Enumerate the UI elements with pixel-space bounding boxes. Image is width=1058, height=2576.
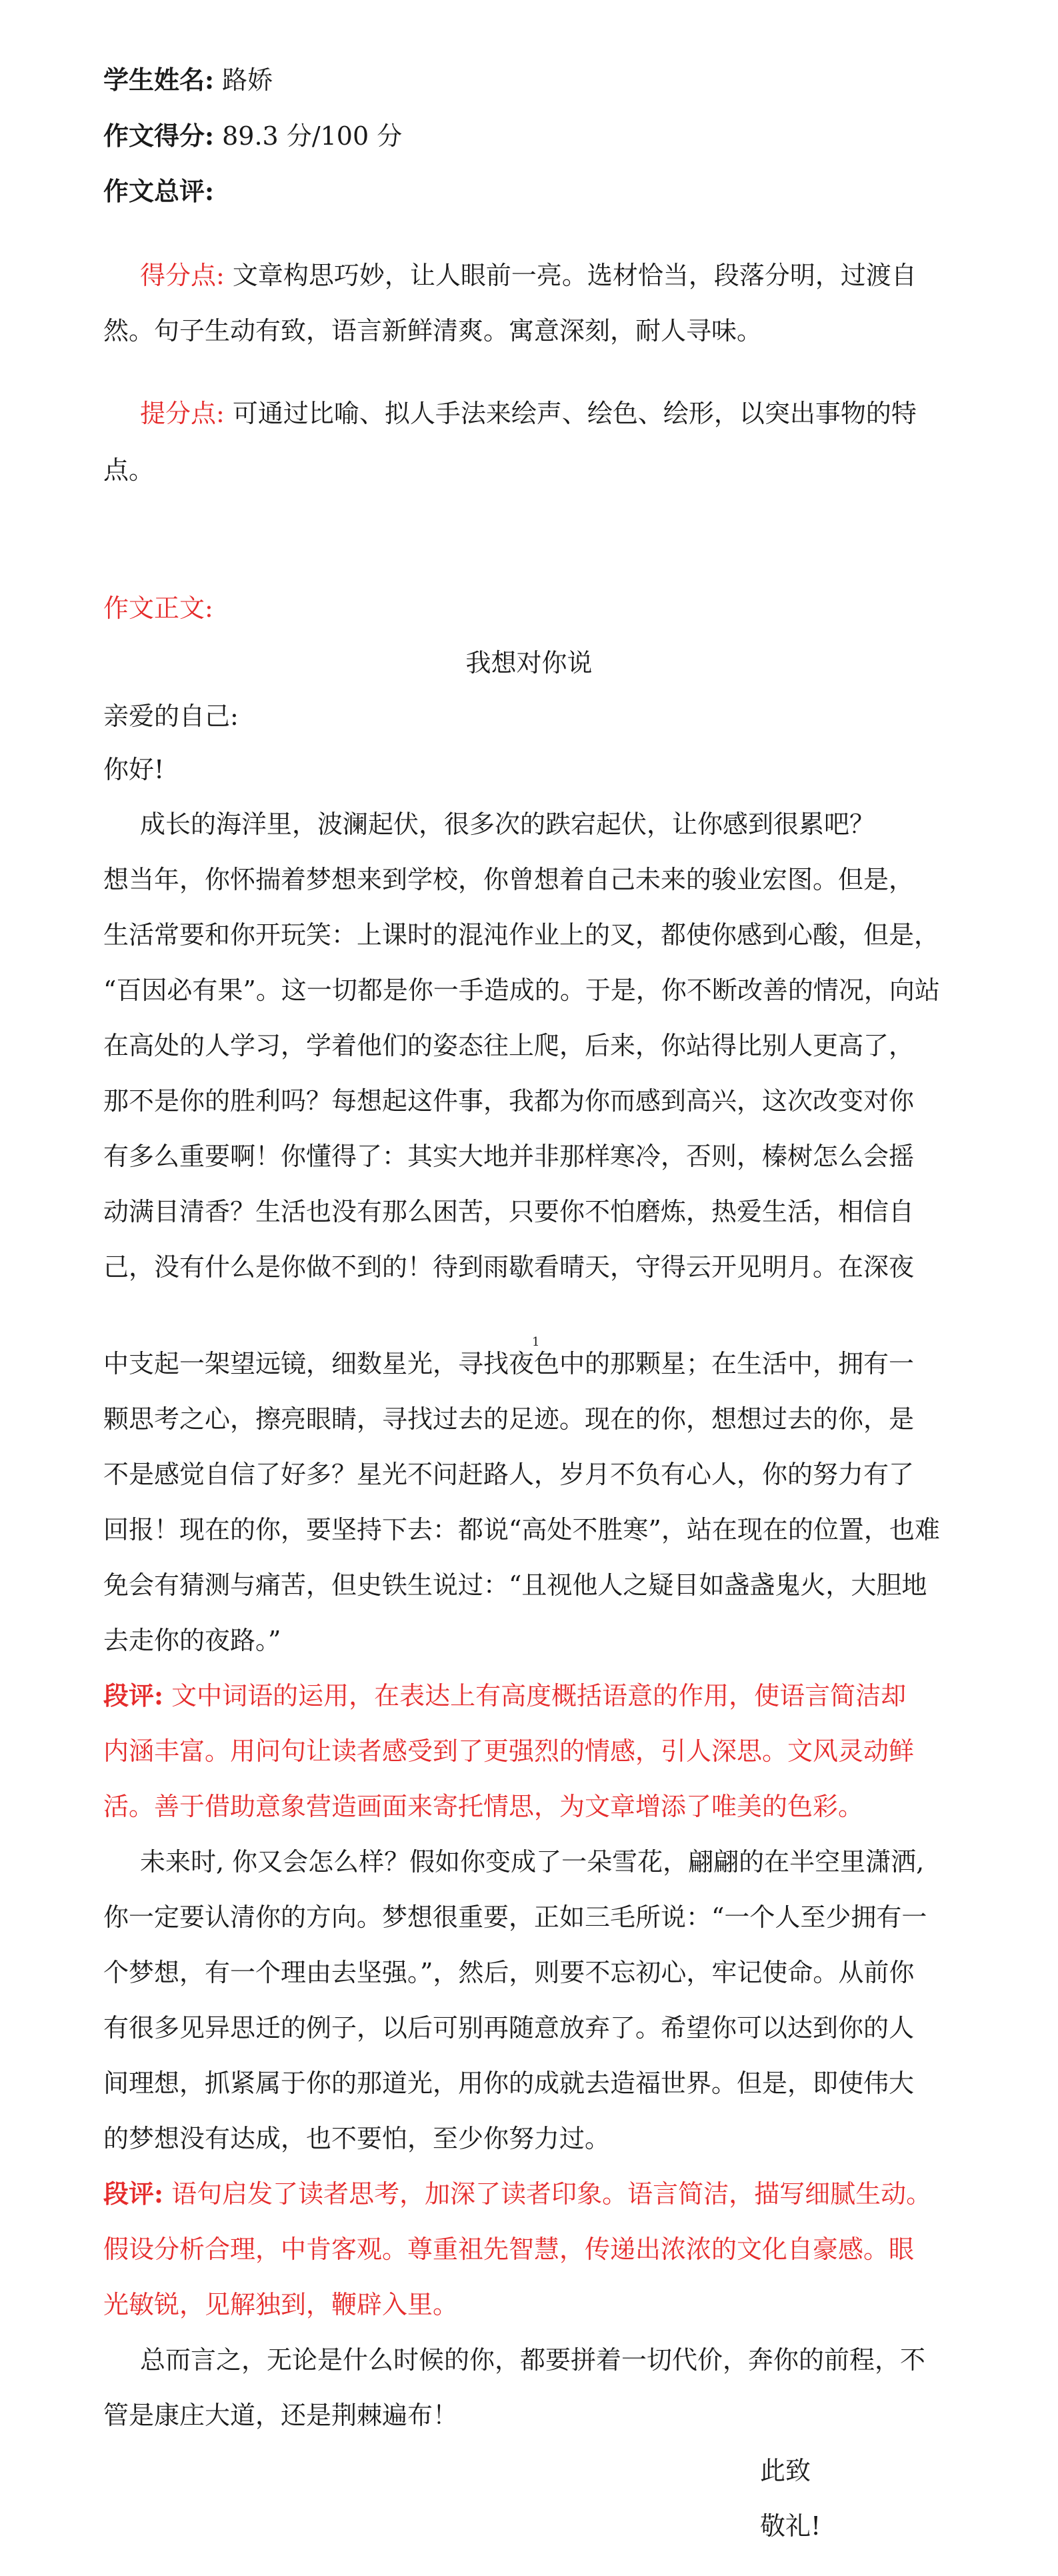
paragraph-2-line: 的梦想没有达成，也不要怕，至少你努力过。 — [103, 2124, 611, 2153]
closing-line-2: 敬礼! — [760, 2511, 821, 2541]
paragraph-1-line: 生活常要和你开玩笑：上课时的混沌作业上的叉，都使你感到心酸，但是， — [103, 920, 940, 950]
improve-text-line-2: 点。 — [103, 455, 155, 485]
student-name-value: 路娇 — [222, 65, 273, 95]
student-name-label: 学生姓名: — [103, 65, 215, 95]
paragraph-3-line: 总而言之，无论是什么时候的你，都要拼着一切代价，奔你的前程，不 — [140, 2345, 926, 2375]
page-number: 1 — [532, 1335, 540, 1349]
comment-2-label: 段评: — [103, 2179, 164, 2209]
essay-salutation: 亲爱的自己: — [103, 702, 239, 731]
paragraph-2-line: 你一定要认清你的方向。梦想很重要，正如三毛所说：“一个人至少拥有一 — [103, 1902, 927, 1932]
essay-title: 我想对你说 — [465, 648, 593, 678]
closing-line-1: 此致 — [760, 2456, 811, 2485]
improve-text-line-1: 可通过比喻、拟人手法来绘声、绘色、绘形，以突出事物的特 — [232, 399, 917, 428]
paragraph-1-line: 中支起一架望远镜，细数星光，寻找夜色中的那颗星；在生活中，拥有一 — [103, 1349, 915, 1378]
comment-1-line: 文中词语的运用，在表达上有高度概括语意的作用，使语言简洁却 — [171, 1681, 907, 1710]
comment-1-line: 活。善于借助意象营造画面来寄托情思，为文章增添了唯美的色彩。 — [103, 1792, 864, 1821]
paragraph-2-line: 有很多见异思迁的例子，以后可别再随意放弃了。希望你可以达到你的人 — [103, 2013, 915, 2043]
strengths-text-line-1: 文章构思巧妙，让人眼前一亮。选材恰当，段落分明，过渡自 — [232, 261, 917, 290]
improve-label: 提分点: — [140, 399, 225, 428]
paragraph-1-line: 成长的海洋里，波澜起伏，很多次的跌宕起伏，让你感到很累吧？ — [140, 810, 875, 839]
strengths-text-line-2: 然。句子生动有致，语言新鲜清爽。寓意深刻，耐人寻味。 — [103, 316, 763, 345]
paragraph-1-line: 那不是你的胜利吗？每想起这件事，我都为你而感到高兴，这次改变对你 — [103, 1086, 915, 1116]
paragraph-1-line: 动满目清香？生活也没有那么困苦，只要你不怕磨炼，热爱生活，相信自 — [103, 1197, 915, 1226]
paragraph-2-line: 间理想，抓紧属于你的那道光，用你的成就去造福世界。但是，即使伟大 — [103, 2069, 915, 2098]
paragraph-1-line: 有多么重要啊！你懂得了：其实大地并非那样寒冷，否则，榛树怎么会摇 — [103, 1142, 915, 1171]
paragraph-1-line: 在高处的人学习，学着他们的姿态往上爬，后来，你站得比别人更高了， — [103, 1031, 915, 1060]
paragraph-1-line: 颗思考之心，擦亮眼睛，寻找过去的足迹。现在的你，想想过去的你，是 — [103, 1404, 915, 1434]
summary-label: 作文总评: — [103, 176, 215, 206]
improve-row — [140, 401, 917, 426]
paragraph-3-line: 管是康庄大道，还是荆棘遍布！ — [103, 2401, 459, 2430]
score-label: 作文得分: — [103, 121, 215, 151]
comment-1-label: 段评: — [103, 1680, 164, 1710]
comment-1-line: 内涵丰富。用问句让读者感受到了更强烈的情感，引人深思。文风灵动鲜 — [103, 1736, 915, 1766]
paragraph-1-line: 想当年，你怀揣着梦想来到学校，你曾想着自己未来的骏业宏图。但是， — [103, 865, 915, 894]
essay-greeting: 你好! — [103, 755, 165, 784]
strengths-row — [140, 263, 917, 288]
comment-2-line: 假设分析合理，中肯客观。尊重祖先智慧，传递出浓浓的文化自豪感。眼 — [103, 2235, 915, 2264]
comment-2-line: 光敏锐，见解独到，鞭辟入里。 — [103, 2290, 459, 2319]
score-value: 89.3 分/100 分 — [222, 121, 403, 151]
strengths-label: 得分点: — [140, 261, 225, 290]
paragraph-1-line: 去走你的夜路。” — [103, 1626, 281, 1655]
essay-section-label: 作文正文: — [103, 593, 213, 623]
score-row — [103, 123, 402, 149]
paragraph-1-line: “百因必有果”。这一切都是你一手造成的。于是，你不断改善的情况，向站 — [103, 976, 940, 1005]
comment-2-line: 语句启发了读者思考，加深了读者印象。语言简洁，描写细腻生动。 — [171, 2179, 932, 2209]
paragraph-1-line: 回报！现在的你，要坚持下去：都说“高处不胜寒”，站在现在的位置，也难 — [103, 1515, 940, 1544]
paragraph-1-line: 不是感觉自信了好多？星光不问赶路人，岁月不负有心人，你的努力有了 — [103, 1460, 915, 1489]
paragraph-1-line: 免会有猜测与痛苦，但史铁生说过：“且视他人之疑目如盏盏鬼火，大胆地 — [103, 1570, 927, 1600]
paragraph-2-line: 未来时, 你又会怎么样？假如你变成了一朵雪花，翩翩的在半空里潇洒, — [140, 1847, 925, 1876]
comment-2-row — [103, 2181, 931, 2207]
paragraph-1-line: 己，没有什么是你做不到的！待到雨歇看晴天，守得云开见明月。在深夜 — [103, 1252, 915, 1282]
student-name-row — [103, 67, 273, 93]
comment-1-row — [103, 1680, 907, 1710]
paragraph-2-line: 个梦想，有一个理由去坚强。”，然后，则要不忘初心，牢记使命。从前你 — [103, 1958, 915, 1987]
